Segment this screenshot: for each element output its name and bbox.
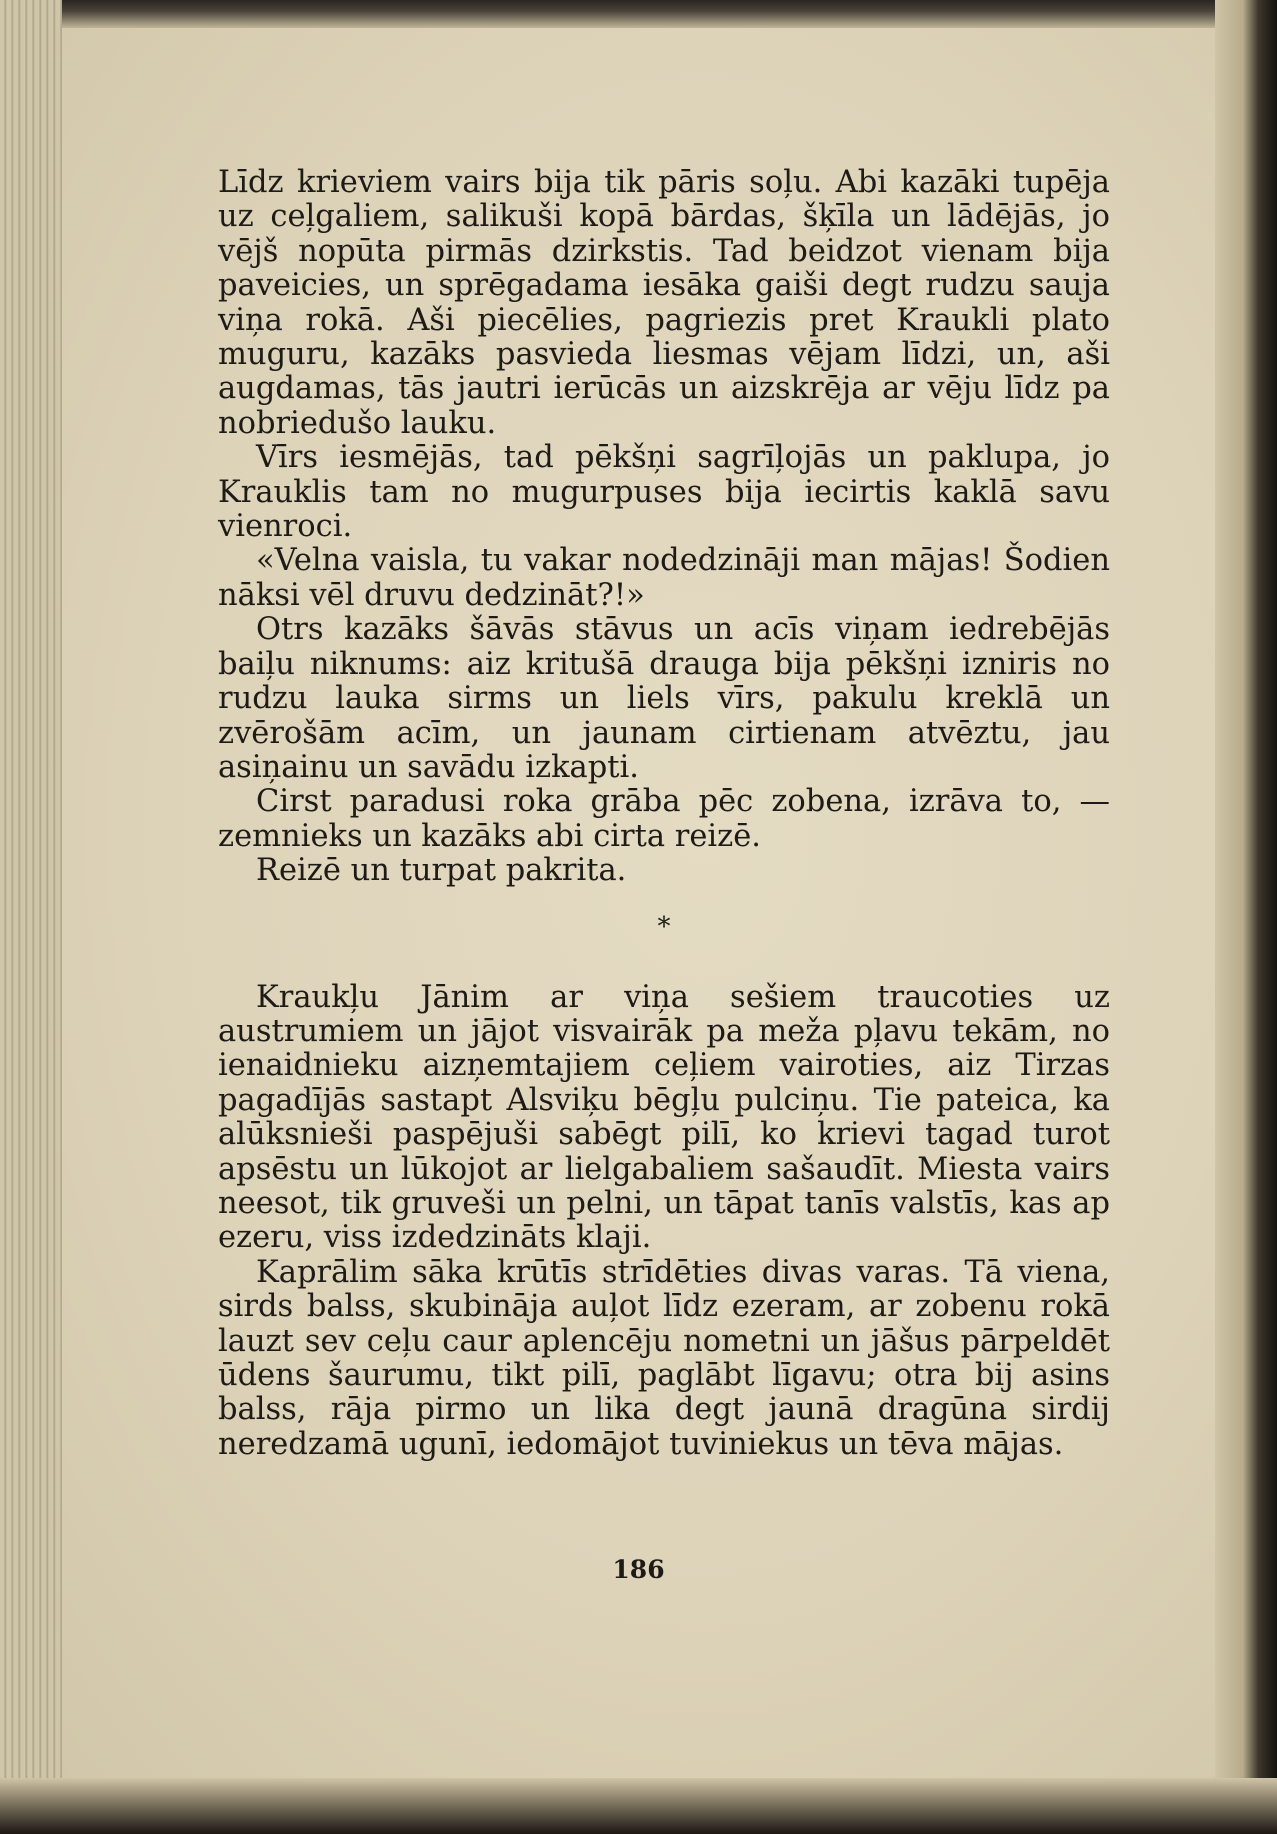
page-number: 186: [612, 1555, 665, 1584]
paragraph: Vīrs iesmējās, tad pēkšņi sagrīļojās un paklupa, jo Krauklis tam no mugurpuses bija iecirtis kaklā savu vienroci.: [218, 440, 1110, 545]
paragraph: Kraukļu Jānim ar viņa sešiem traucoties uz austrumiem un jājot visvairāk pa meža pļavu tekām, no ienaidnieku aizņemtajiem ceļiem vairoties, aiz Tirzas pagadījās sastapt Alsviķu bēgļu pulciņu. Tie pateica, ka alūksnieši paspējuši sabēgt pilī, ko krievi tagad turot apsēstu un lūkojot ar lielgabaliem sašaudīt. Miesta vairs neesot, tik gruveši un pelni, un tāpat tanīs valstīs, kas ap ezeru, viss izdedzināts klaji.: [218, 979, 1110, 1256]
paragraph: Cirst paradusi roka grāba pēc zobena, izrāva to, — zemnieks un kazāks abi cirta reizē.: [218, 784, 1110, 854]
paragraph: Reizē un turpat pakrita.: [256, 853, 627, 889]
body-text: [218, 166, 1110, 1462]
page-bottom-edge: [0, 1778, 1277, 1834]
paragraph: Otrs kazāks šāvās stāvus un acīs viņam iedrebējās baiļu niknums: aiz kritušā drauga bija pēkšņi izniris no rudzu lauka sirms un liels vīrs, pakulu kreklā un zvērošām acīm, un jaunam cirtienam atvēztu, jau asiņainu un savādu izkapti.: [218, 612, 1110, 785]
paragraph: Līdz krieviem vairs bija tik pāris soļu. Abi kazāki tupēja uz ceļgaliem, salikuši kopā bārdas, šķīla un lādējās, jo vējš nopūta pirmās dzirkstis. Tad beidzot vienam bija paveicies, un sprēgadama iesāka gaiši degt rudzu sauja viņa rokā. Aši piecēlies, pagriezis pret Kraukli plato muguru, kazāks pasvieda liesmas vējam līdzi, un, aši augdamas, tās jautri ierūcās un aizskrēja ar vēju līdz pa nobriedušo lauku.: [218, 165, 1110, 441]
paragraph: Kaprālim sāka krūtīs strīdēties divas varas. Tā viena, sirds balss, skubināja auļot līdz ezeram, ar zobenu rokā lauzt sev ceļu caur aplencēju nometni un jāšus pārpeldēt ūdens šaurumu, tikt pilī, paglābt līgavu; otra bij asins balss, rāja pirmo un lika degt jaunā dragūna sirdij neredzamā ugunī, iedomājot tuviniekus un tēva mājas.: [218, 1254, 1110, 1462]
section-separator: *: [657, 911, 671, 942]
page-top-edge: [0, 0, 1277, 28]
paragraph: «Velna vaisla, tu vakar nodedzināji man mājas! Šodien nāksi vēl druvu dedzināt?!»: [218, 543, 1110, 613]
